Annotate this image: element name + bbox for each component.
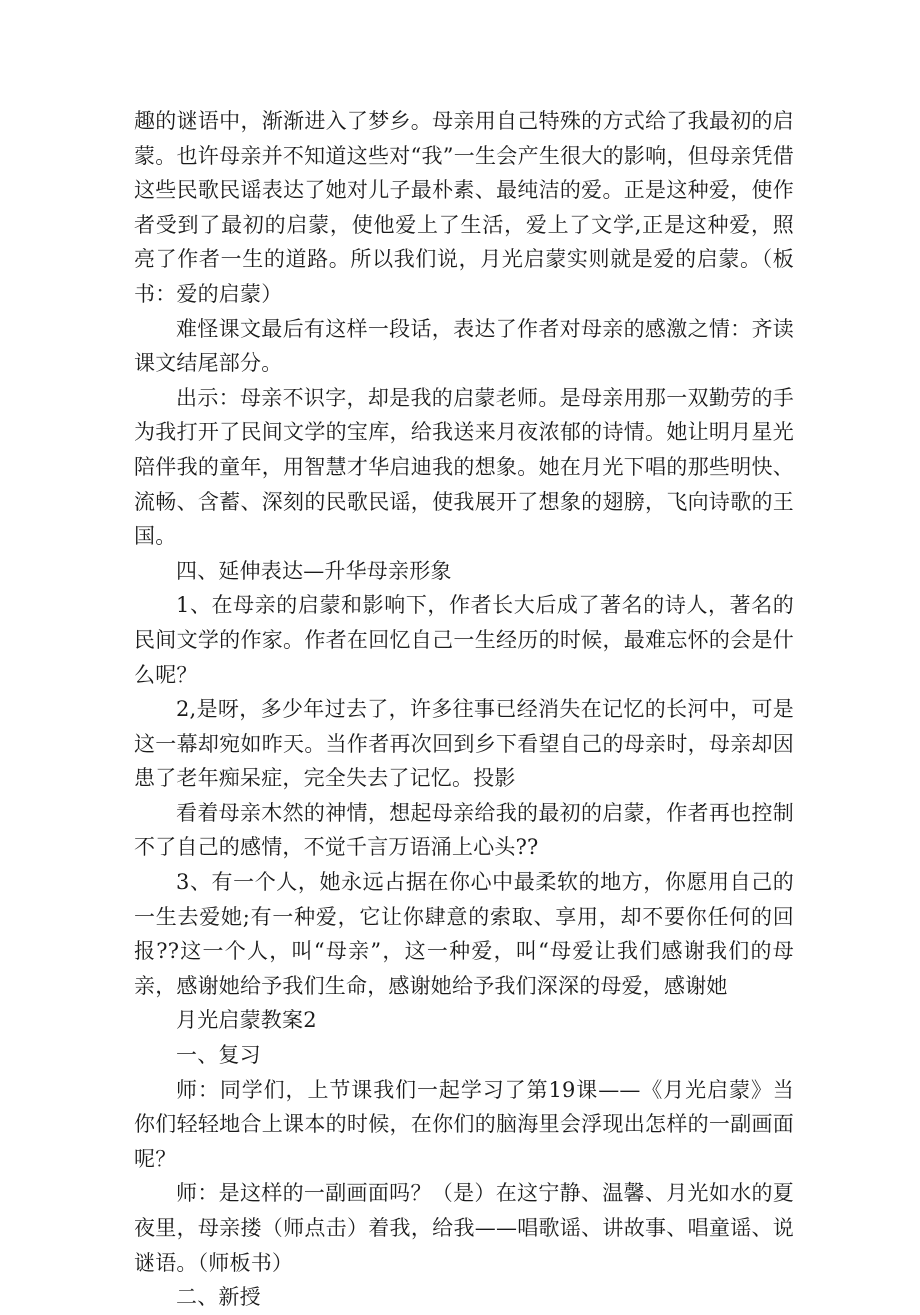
paragraph-projection-quote: 出示：母亲不识字，却是我的启蒙老师。是母亲用那一双勤劳的手为我打开了民间文学的宝库，给我送来月夜浓郁的诗情。她让明月星光陪伴我的童年，用智慧才华启迪我的想象。她在月光下唱的那些明快、流畅、含蓄、深刻的民歌民谣，使我展开了想象的翅膀，飞向诗歌的王国。 <box>134 385 794 549</box>
paragraph-mother-expression: 看着母亲木然的神情，想起母亲给我的最初的启蒙，作者再也控制不了自己的感情，不觉千言万语涌上心头?? <box>134 800 794 860</box>
paragraph-point-3: 3、有一个人，她永远占据在你心中最柔软的地方，你愿用自己的一生去爱她;有一种爱，它让你肆意的索取、享用，却不要你任何的回报??这一个人，叫“母亲”，这一种爱，叫“母爱让我们感谢我们的母亲，感谢她给予我们生命，感谢她给予我们深深的母爱，感谢她 <box>134 870 794 998</box>
paragraph-teacher-scene: 师：是这样的一副画面吗？（是）在这宁静、温馨、月光如水的夏夜里，母亲搂（师点击）着我，给我——唱歌谣、讲故事、唱童谣、说谜语。（师板书） <box>134 1181 794 1275</box>
paragraph-point-1: 1、在母亲的启蒙和影响下，作者长大后成了著名的诗人，著名的民间文学的作家。作者在回忆自己一生经历的时候，最难忘怀的会是什么呢？ <box>134 593 794 687</box>
paragraph-point-2: 2,是呀，多少年过去了，许多往事已经消失在记忆的长河中，可是这一幕却宛如昨天。当作者再次回到乡下看望自己的母亲时，母亲却因患了老年痴呆症，完全失去了记忆。投影 <box>134 697 794 791</box>
lesson-plan-title: 月光启蒙教案2 <box>176 1008 317 1033</box>
section-heading-extension: 四、延伸表达—升华母亲形象 <box>176 558 452 583</box>
paragraph-read-ending: 难怪课文最后有这样一段话，表达了作者对母亲的感激之情：齐读课文结尾部分。 <box>134 316 794 376</box>
document-body <box>134 104 794 1315</box>
section-heading-new-lesson: 二、新授 <box>176 1285 261 1310</box>
section-heading-review: 一、复习 <box>176 1043 261 1068</box>
paragraph-teacher-question: 师：同学们，上节课我们一起学习了第19课——《月光启蒙》当你们轻轻地合上课本的时候，在你们的脑海里会浮现出怎样的一副画面呢？ <box>134 1077 794 1171</box>
paragraph-love-enlightenment: 趣的谜语中，渐渐进入了梦乡。母亲用自己特殊的方式给了我最初的启蒙。也许母亲并不知道这些对“我”一生会产生很大的影响，但母亲凭借这些民歌民谣表达了她对儿子最朴素、最纯洁的爱。正是这种爱，使作者受到了最初的启蒙，使他爱上了生活，爱上了文学,正是这种爱，照亮了作者一生的道路。所以我们说，月光启蒙实则就是爱的启蒙。（板书：爱的启蒙） <box>134 109 794 306</box>
